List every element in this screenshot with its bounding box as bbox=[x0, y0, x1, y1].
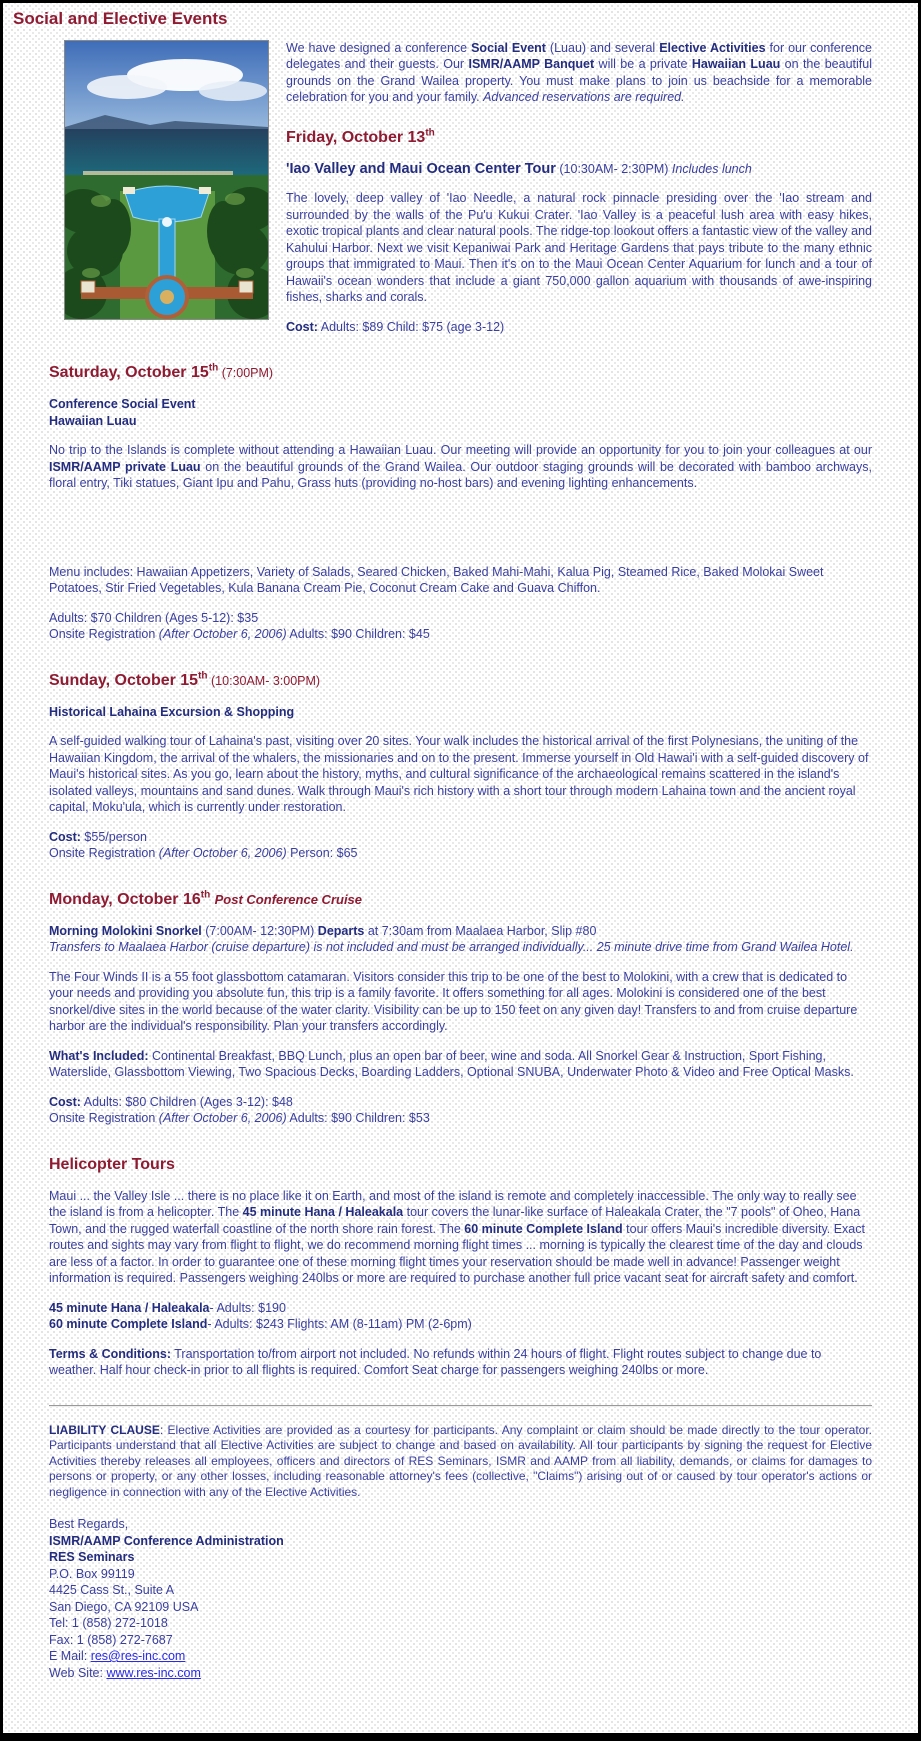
footer-tel: Tel: 1 (858) 272-1018 bbox=[49, 1616, 168, 1630]
luau-price-1: Adults: $70 Children (Ages 5-12): $35 bbox=[49, 610, 259, 625]
saturday-heading: Saturday, October 15th (7:00PM) bbox=[49, 362, 274, 381]
page-content bbox=[3, 40, 918, 1682]
footer-address-line-2: 4425 Cass St., Suite A bbox=[49, 1583, 175, 1597]
snorkel-cost-2: Onsite Registration (After October 6, 2006) Adults: $90 Children: $53 bbox=[49, 1111, 430, 1125]
luau-description: No trip to the Islands is complete without attending a Hawaiian Luau. Our meeting will provide an opportunity for you to join your colleagues at our ISMR/AAMP private Luau on the beautiful grounds of the Grand Wailea. Our outdoor staging grounds will be decorated with bamboo archways, floral entry, Tiki statues, Giant Ipu and Pahu, Grass huts (providing no-host bars) and evening lighting enhancements. bbox=[49, 443, 872, 490]
friday-heading: Friday, October 13th bbox=[286, 127, 435, 146]
lahaina-cost-2: Onsite Registration (After October 6, 2006) Person: $65 bbox=[49, 846, 358, 860]
intro-paragraph: We have designed a conference Social Event (Luau) and several Elective Activities for our conference delegates and their guests. Our ISMR/AAMP Banquet will be a private Hawaiian Luau on the beautiful grounds on the Grand Wailea property. You must make plans to join us beachside for a memorable celebration for you and your family. Advanced reservations are required. bbox=[286, 40, 872, 104]
footer-signature bbox=[49, 1516, 872, 1681]
snorkel-cost-1: Cost: Adults: $80 Children (Ages 3-12): $48 bbox=[49, 1094, 293, 1109]
snorkel-description: The Four Winds II is a 55 foot glassbottom catamaran. Visitors consider this trip to be one of the best to Molokini, with a crew that is dedicated to your needs and providing you absolute fun, this trip is a family favorite. It offers something for all ages. Molokini is considered one of the best snorkel/dive sites in the world because of the water clarity. Visibility can be up to 150 feet on any given day! Transfers to and from cruise departure harbor are the individual's responsibility. Plan your transfers accordingly. bbox=[49, 969, 858, 1033]
saturday-subtitle-1: Conference Social Event bbox=[49, 397, 196, 411]
liability-clause: LIABILITY CLAUSE: Elective Activities are provided as a courtesy for participants. Any complaint or claim should be made directly to the tour operator. Participants understand that all Elective Activities are subject to change and based on availability. All tour participants by signing the request for Elective Activities thereby releases all employees, officers and directors of RES Seminars, ISMR and AAMP from all liability, demands, or claims for damages to persons or property, or any other losses, including reasonable attorney's fees (collective, "Claims") arising out of or caused by tour operator's actions or negligence in connection with any of the Elective Activities. bbox=[49, 1422, 873, 1499]
footer-website-line bbox=[49, 1665, 872, 1682]
blank-gap bbox=[49, 492, 872, 564]
helicopter-price-1: 45 minute Hana / Haleakala- Adults: $190 bbox=[49, 1300, 286, 1315]
footer-website-label: Web Site: bbox=[49, 1665, 107, 1680]
helicopter-heading: Helicopter Tours bbox=[49, 1155, 175, 1173]
website-link[interactable]: www.res-inc.com bbox=[106, 1665, 201, 1680]
helicopter-description: Maui ... the Valley Isle ... there is no place like it on Earth, and most of the island is remote and completely inaccessible. The only way to really see the island is from a helicopter. The 45 minute Hana / Haleakala tour covers the lunar-like surface of Haleakala Crater, the "7 pools" of Oheo, Hana Town, and the rugged waterfall coastline of the north shore rain forest. The 60 minute Complete Island tour offers Maui's incredible diversity. Exact routes and sights may vary from flight to flight, we do recommend morning flight times ... morning is typically the clearest time of the day and clouds are less of a factor. In order to guarantee one of these morning flight times your reservation should be made well in advance! Passenger weight information is required. Passengers weighing 240lbs or more are required to purchase another full price vacant seat for aircraft safety and comfort. bbox=[49, 1188, 865, 1285]
iao-tour-cost: Cost: Adults: $89 Child: $75 (age 3-12) bbox=[286, 319, 505, 334]
resort-photo bbox=[64, 40, 269, 320]
saturday-subtitle-2: Hawaiian Luau bbox=[49, 413, 137, 428]
iao-tour-title: 'Iao Valley and Maui Ocean Center Tour (10:30AM- 2:30PM) Includes lunch bbox=[286, 160, 752, 177]
resort-photo-image bbox=[65, 41, 268, 319]
footer-address-line-1: P.O. Box 99119 bbox=[49, 1566, 135, 1581]
helicopter-price-2: 60 minute Complete Island- Adults: $243 Flights: AM (8-11am) PM (2-6pm) bbox=[49, 1317, 472, 1331]
sunday-heading: Sunday, October 15th (10:30AM- 3:00PM) bbox=[49, 670, 321, 689]
lahaina-cost-1: Cost: $55/person bbox=[49, 829, 147, 844]
top-section bbox=[49, 40, 872, 336]
footer-email-line bbox=[49, 1648, 872, 1665]
lahaina-subtitle: Historical Lahaina Excursion & Shopping bbox=[49, 704, 295, 719]
snorkel-included: What's Included: Continental Breakfast, BBQ Lunch, plus an open bar of beer, wine and soda. All Snorkel Gear & Instruction, Sport Fishing, Waterslide, Glassbottom Viewing, Two Spacious Decks, Boarding Ladders, Optional SNUBA, Underwater Photo & Video and Free Optical Masks. bbox=[49, 1048, 854, 1079]
footer-fax: Fax: 1 (858) 272-7687 bbox=[49, 1632, 173, 1647]
luau-menu: Menu includes: Hawaiian Appetizers, Variety of Salads, Seared Chicken, Baked Mahi-Mahi, Kalua Pig, Steamed Rice, Baked Molokai Sweet Potatoes, Stir Fried Vegetables, Kula Banana Cream Pie, Coconut Cream Cake and Guava Chiffon. bbox=[49, 564, 824, 595]
lahaina-description: A self-guided walking tour of Lahaina's past, visiting over 20 sites. Your walk includes the historical arrival of the first Polynesians, the uniting of the Hawaiian Kingdom, the arrival of the whalers, the missionaries and on to the present. Immerse yourself in Old Hawai'i with a self-guided discovery of Maui's historical sites. As you go, learn about the history, myths, and cultural significance of the archaeological remains scattered in the island's isolated valleys, mountains and sand dunes. Walk through Maui's rich history with a short tour through modern Lahaina town and the ancient royal capital, Moku'ula, which is currently under restoration. bbox=[49, 734, 869, 814]
monday-heading: Monday, October 16th Post Conference Cruise bbox=[49, 889, 363, 908]
footer-company: RES Seminars bbox=[49, 1550, 135, 1564]
page-title: Social and Elective Events bbox=[13, 9, 228, 28]
footer-email-label: E Mail: bbox=[49, 1649, 91, 1663]
helicopter-terms: Terms & Conditions: Transportation to/from airport not included. No refunds within 24 hours of flight. Flight routes subject to change due to weather. Half hour check-in prior to all flights is required. Comfort Seat charge for passengers weighing 240lbs or more. bbox=[49, 1346, 822, 1377]
footer-address-line-3: San Diego, CA 92109 USA bbox=[49, 1599, 199, 1614]
footer-org: ISMR/AAMP Conference Administration bbox=[49, 1533, 284, 1548]
section-divider bbox=[49, 1405, 872, 1407]
snorkel-transfer-note: Transfers to Maalaea Harbor (cruise departure) is not included and must be arranged individually... 25 minute drive time from Grand Wailea Hotel. bbox=[49, 940, 854, 954]
snorkel-title-line: Morning Molokini Snorkel (7:00AM- 12:30PM) Departs at 7:30am from Maalaea Harbor, Slip #80 bbox=[49, 923, 597, 938]
footer-regards: Best Regards, bbox=[49, 1517, 129, 1531]
luau-price-2: Onsite Registration (After October 6, 2006) Adults: $90 Children: $45 bbox=[49, 627, 430, 641]
iao-tour-description: The lovely, deep valley of 'Iao Needle, a natural rock pinnacle presiding over the 'Iao stream and surrounded by the walls of the Pu'u Kukui Crater. 'Iao Valley is a peaceful lush area with easy hikes, exotic tropical plants and clear natural pools. The ridge-top lookout offers a fantastic view of the valley and Kahului Harbor. Next we visit Kepaniwai Park and Heritage Gardens that pays tribute to the many ethnic groups that immigrated to Maui. Then it's on to the Maui Ocean Center Aquarium for lunch and a tour of Hawaii's ocean wonders that include a giant 750,000 gallon aquarium with thousands of awe-inspiring fishes, sharks and corals. bbox=[286, 191, 872, 304]
email-link[interactable]: res@res-inc.com bbox=[90, 1649, 186, 1663]
